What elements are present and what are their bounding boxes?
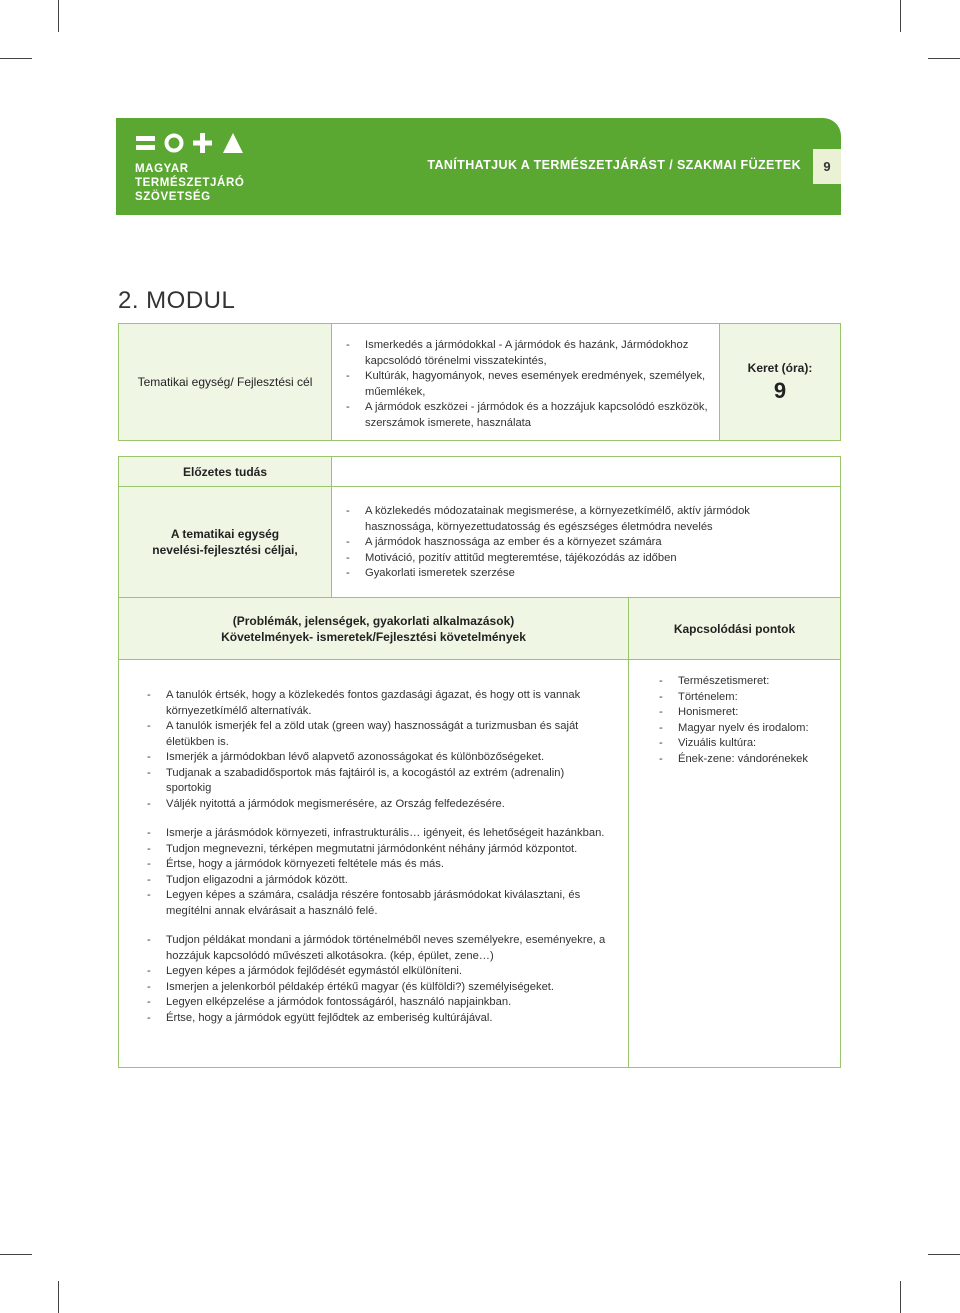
list-item: - A tanulók ismerjék fel a zöld utak (green way) hasznosságát a turizmusban és saját életükben is. (143, 719, 608, 750)
frame-cell (719, 323, 841, 441)
list-item: - Értse, hogy a jármódok környezeti feltétele más és más. (143, 857, 608, 873)
goals-label-line: A tematikai egység (170, 527, 280, 541)
goals-list (342, 504, 800, 582)
thematic-list (342, 338, 711, 431)
requirements-header-line: Követelmények- ismeretek/Fejlesztési követelmények (221, 629, 526, 644)
list-item: - Legyen képes a jármódok fejlődését egymástól elkülöníteni. (143, 964, 608, 980)
logo-line: TERMÉSZETJÁRÓ (135, 177, 245, 189)
list-item: - Értse, hogy a jármódok együtt fejlődtek az emberiség kultúrájával. (143, 1011, 608, 1027)
prior-knowledge-label-cell (118, 456, 332, 487)
connections-header: Kapcsolódási pontok (673, 621, 796, 636)
logo-symbols-icon (136, 133, 246, 157)
list-item: - Gyakorlati ismeretek szerzése (342, 566, 800, 582)
list-item: - Legyen képes a számára, családja részére fontosabb járásmódokat kiválasztani, és megítélni annak elvárásait a használó felé. (143, 888, 608, 919)
list-item: - Váljék nyitottá a jármódok megismerésére, az Ország felfedezésére. (143, 797, 608, 813)
requirements-header-line: (Problémák, jelenségek, gyakorlati alkalmazások) (232, 613, 515, 628)
thematic-label-cell (118, 323, 332, 441)
connections-content-cell (628, 659, 841, 1068)
series-title: TANÍTHATJUK A TERMÉSZETJÁRÁST / SZAKMAI FÜZETEK (427, 158, 801, 172)
goals-label-cell (118, 486, 332, 598)
list-item: - A jármódok eszközei - jármódok és a hozzájuk kapcsolódó eszközök, szerszámok ismerete, használata (342, 400, 711, 431)
list-item: - Motiváció, pozitív attitűd megteremtése, tájékozódás az időben (342, 551, 800, 567)
crop-mark (900, 1281, 901, 1313)
connections-header-cell (628, 597, 841, 660)
requirements-group (143, 688, 608, 812)
logo-line: MAGYAR (135, 163, 189, 175)
list-item: - Történelem: (655, 690, 834, 706)
requirements-group (143, 933, 608, 1026)
crop-mark (928, 58, 960, 59)
goals-label-line: nevelési-fejlesztési céljai, (152, 543, 298, 557)
header-banner (116, 118, 841, 215)
list-item: - Ének-zene: vándorénekek (655, 752, 834, 768)
list-item: - A tanulók értsék, hogy a közlekedés fontos gazdasági ágazat, és hogy ott is vannak környezetkímélő alternatívák. (143, 688, 608, 719)
connections-list (655, 674, 834, 767)
list-item: - Természetismeret: (655, 674, 834, 690)
list-item: - Kultúrák, hagyományok, neves események eredmények, személyek, műemlékek, (342, 369, 711, 400)
list-item: - Tudjon megnevezni, térképen megmutatni jármódonként néhány jármód központot. (143, 842, 608, 858)
module-title: 2. MODUL (118, 287, 236, 314)
logo-text (135, 162, 244, 204)
list-item: - Tudjanak a szabadidősportok más fajtáiról is, a kocogástól az extrém (adrenalin) sportokig (143, 766, 608, 797)
crop-mark (928, 1254, 960, 1255)
list-item: - Magyar nyelv és irodalom: (655, 721, 834, 737)
thematic-label: Tematikai egység/ Fejlesztési cél (137, 375, 313, 389)
list-item: - Ismerjék a jármódokban lévő alapvető azonosságokat és különbözőségeket. (143, 750, 608, 766)
requirements-group (143, 826, 608, 919)
crop-mark (58, 0, 59, 32)
crop-mark (58, 1281, 59, 1313)
goals-content-cell (331, 486, 841, 598)
list-item: - Ismerje a járásmódok környezeti, infrastrukturális… igényeit, és lehetőségeit hazánkban. (143, 826, 608, 842)
list-item: - Ismerkedés a jármódokkal - A jármódok és hazánk, Jármódokhoz kapcsolódó törénelmi visszatekintés, (342, 338, 711, 369)
prior-knowledge-label: Előzetes tudás (182, 464, 268, 479)
frame-label: Keret (óra): (747, 361, 813, 375)
list-item: - Tudjon példákat mondani a jármódok történelméből neves személyekre, eseményekre, a hozzájuk kapcsolódó művészeti alkotásokra. (kép, épület, zene…) (143, 933, 608, 964)
prior-knowledge-value-cell (331, 456, 841, 487)
crop-mark (0, 58, 32, 59)
list-item: - Vizuális kultúra: (655, 736, 834, 752)
list-item: - Honismeret: (655, 705, 834, 721)
list-item: - A közlekedés módozatainak megismerése, a környezetkímélő, aktív jármódok hasznossága, környezettudatosság és egészséges életmódra nevelés (342, 504, 800, 535)
requirements-header-cell (118, 597, 629, 660)
list-item: - Tudjon eligazodni a jármódok között. (143, 873, 608, 889)
logo-line: SZÖVETSÉG (135, 191, 211, 203)
frame-value: 9 (773, 378, 787, 403)
list-item: - Ismerjen a jelenkorból példakép értékű magyar (és külföldi?) személyiségeket. (143, 980, 608, 996)
thematic-content-cell (331, 323, 720, 441)
crop-mark (0, 1254, 32, 1255)
crop-mark (900, 0, 901, 32)
list-item: - Legyen elképzelése a jármódok fontosságáról, használó napjainkban. (143, 995, 608, 1011)
requirements-content-cell (118, 659, 629, 1068)
page-number: 9 (813, 149, 841, 184)
list-item: - A jármódok hasznossága az ember és a környezet számára (342, 535, 800, 551)
